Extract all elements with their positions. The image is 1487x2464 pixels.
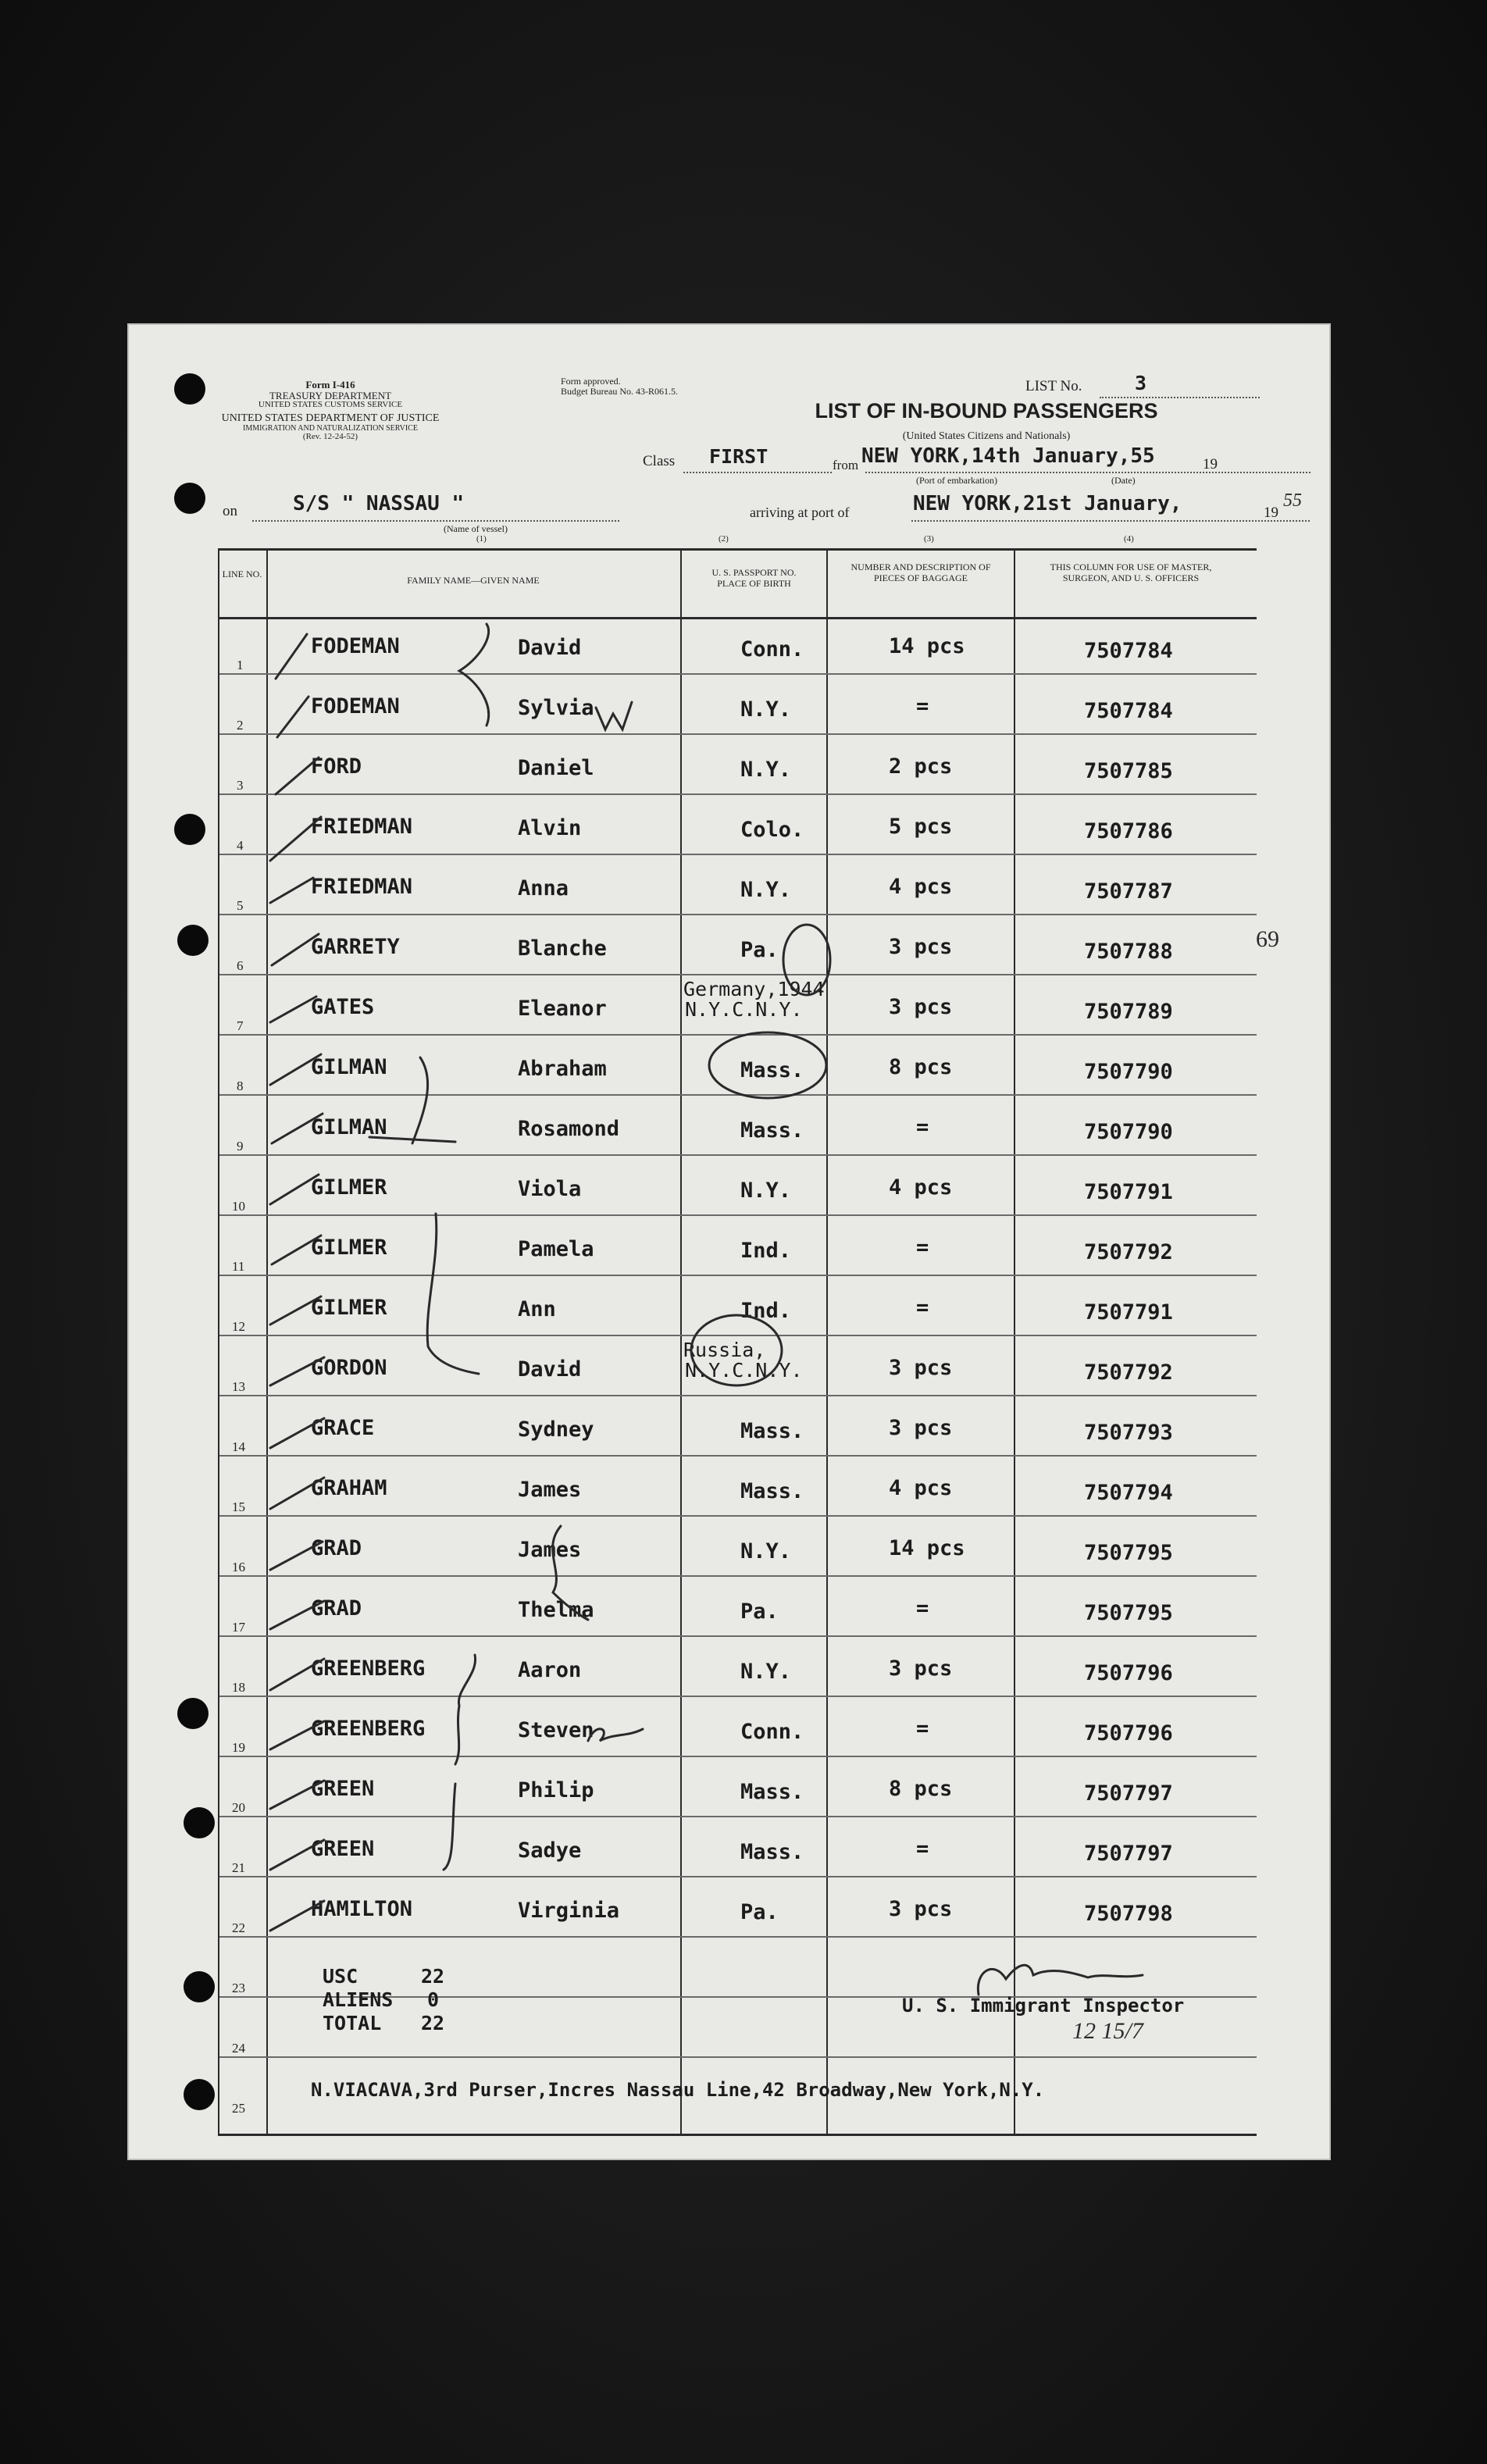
- vessel-name: S/S " NASSAU ": [293, 492, 465, 515]
- check-mark: [270, 1542, 323, 1570]
- given-name: Sydney: [518, 1417, 594, 1442]
- passport-number: 7507784: [1084, 639, 1173, 663]
- aliens-count: 0: [427, 1988, 440, 2011]
- family-name: FODEMAN: [311, 634, 400, 658]
- given-name: Sadye: [518, 1838, 582, 1863]
- arrival-value: NEW YORK,21st January,: [913, 492, 1182, 515]
- line-number: 16: [232, 1560, 245, 1574]
- passport-number: 7507796: [1084, 1721, 1173, 1745]
- check-mark: [270, 878, 313, 903]
- inspector-date: 12 15/7: [1072, 2018, 1143, 2044]
- check-mark: [270, 1601, 324, 1629]
- birthplace: Ind.: [740, 1299, 792, 1323]
- family-name: GREEN: [311, 1777, 375, 1801]
- check-mark: [270, 1296, 321, 1325]
- check-mark: [270, 1418, 324, 1448]
- check-mark: [272, 1114, 323, 1143]
- passport-number: 7507792: [1084, 1360, 1173, 1385]
- family-name: GRAHAM: [311, 1476, 387, 1500]
- birthplace: Conn.: [740, 1720, 804, 1744]
- family-name: FRIEDMAN: [311, 815, 413, 839]
- given-name: Sylvia: [518, 696, 594, 720]
- birthplace: N.Y.C.N.Y.: [685, 998, 803, 1021]
- family-name: FRIEDMAN: [311, 875, 413, 899]
- family-name: GILMER: [311, 1296, 387, 1320]
- birthplace: Ind.: [740, 1239, 792, 1263]
- family-name: GILMER: [311, 1175, 387, 1200]
- check-mark: [270, 1478, 324, 1509]
- family-brace: [427, 1214, 479, 1374]
- check-mark: [270, 817, 321, 861]
- given-name: Alvin: [518, 816, 582, 840]
- passport-number: 7507795: [1084, 1541, 1173, 1565]
- passport-number: 7507791: [1084, 1300, 1173, 1325]
- birthplace: Pa.: [740, 938, 779, 962]
- form-approved: Form approved.: [561, 376, 621, 387]
- check-mark: [270, 1054, 321, 1085]
- aliens-label: ALIENS: [323, 1988, 394, 2011]
- initial-mark: [596, 702, 632, 729]
- check-mark: [270, 1721, 324, 1749]
- form-number: Form I-416: [305, 379, 355, 390]
- budget-bureau: Budget Bureau No. 43-R061.5.: [561, 385, 678, 397]
- year-prefix-2: 19: [1264, 505, 1278, 521]
- baggage: 2 pcs: [889, 754, 953, 779]
- inspector-signature: [978, 1965, 1143, 1995]
- line-number: 12: [232, 1319, 245, 1334]
- birthplace: N.Y.: [740, 1179, 792, 1203]
- birthplace: N.Y.: [740, 758, 792, 782]
- given-name: Viola: [518, 1177, 582, 1201]
- passport-number: 7507796: [1084, 1661, 1173, 1685]
- birthplace: N.Y.: [740, 697, 792, 722]
- manifest-page: [127, 323, 1331, 2160]
- check-mark: [276, 634, 307, 679]
- birthplace: N.Y.: [740, 1660, 792, 1684]
- line-number: 21: [232, 1860, 245, 1875]
- birthplace: Mass.: [740, 1479, 804, 1503]
- birthplace-circle: [691, 1315, 782, 1385]
- family-name: GATES: [311, 995, 375, 1019]
- line-number: 5: [237, 898, 244, 913]
- baggage: 3 pcs: [889, 995, 953, 1019]
- family-name: HAMILTON: [311, 1897, 413, 1921]
- family-brace: [553, 1526, 588, 1620]
- birthplace: N.Y.: [740, 878, 792, 902]
- given-name: Thelma: [518, 1598, 594, 1622]
- purser-line: N.VIACAVA,3rd Purser,Incres Nassau Line,42 Broadway,New York,N.Y.: [311, 2079, 1045, 2101]
- check-mark: [270, 1781, 324, 1809]
- baggage: 4 pcs: [889, 1476, 953, 1500]
- family-name: GREENBERG: [311, 1717, 426, 1741]
- line-number: 15: [232, 1499, 245, 1514]
- passport-number: 7507794: [1084, 1481, 1173, 1505]
- line-number: 17: [232, 1620, 245, 1635]
- passport-number: 7507786: [1084, 819, 1173, 843]
- usc-count: 22: [421, 1965, 445, 1988]
- passport-number: 7507788: [1084, 940, 1173, 964]
- given-name: Virginia: [518, 1899, 620, 1923]
- baggage: =: [916, 1837, 929, 1861]
- justice-label: UNITED STATES DEPARTMENT OF JUSTICE: [221, 412, 440, 424]
- total-count: 22: [421, 2012, 445, 2034]
- birthplace: N.Y.C.N.Y.: [685, 1359, 803, 1382]
- col-header-baggage: NUMBER AND DESCRIPTION OF PIECES OF BAGGAGE: [850, 562, 991, 583]
- given-name: Pamela: [518, 1237, 594, 1261]
- line-number: 18: [232, 1680, 245, 1695]
- line-number: 6: [237, 958, 244, 973]
- on-label: on: [223, 503, 237, 519]
- family-name: GILMAN: [311, 1115, 387, 1139]
- from-value: NEW YORK,14th January,55: [861, 444, 1155, 468]
- caption-1: (1): [476, 534, 487, 544]
- date-caption: (Date): [1111, 475, 1136, 486]
- class-label: Class: [643, 453, 676, 469]
- margin-note: 69: [1256, 926, 1279, 952]
- birthplace: Mass.: [740, 1419, 804, 1443]
- birthplace: Pa.: [740, 1599, 779, 1624]
- family-name: GORDON: [311, 1356, 387, 1380]
- passport-number: 7507784: [1084, 699, 1173, 723]
- baggage: 3 pcs: [889, 1897, 953, 1921]
- line-number: 25: [232, 2101, 245, 2116]
- line-number: 14: [232, 1439, 245, 1454]
- line-number: 4: [237, 838, 244, 853]
- baggage: =: [916, 1236, 929, 1260]
- total-label: TOTAL: [323, 2012, 382, 2034]
- birthplace: Colo.: [740, 818, 804, 842]
- baggage: 4 pcs: [889, 875, 953, 899]
- list-number: 3: [1135, 372, 1147, 394]
- page-subtitle: (United States Citizens and Nationals): [902, 430, 1071, 442]
- given-name: James: [518, 1478, 582, 1502]
- given-name: Rosamond: [518, 1117, 620, 1141]
- passport-number: 7507797: [1084, 1781, 1173, 1806]
- given-name: Eleanor: [518, 997, 607, 1021]
- check-mark: [270, 1840, 324, 1870]
- baggage: 8 pcs: [889, 1777, 953, 1801]
- family-name: FORD: [311, 754, 362, 779]
- line-number: 8: [237, 1079, 244, 1093]
- birthplace: Mass.: [740, 1118, 804, 1143]
- given-name: Steven: [518, 1718, 594, 1742]
- col-header-name: FAMILY NAME—GIVEN NAME: [407, 575, 540, 586]
- family-name: GILMER: [311, 1236, 387, 1260]
- given-name: Ann: [518, 1297, 556, 1321]
- birthplace: Mass.: [740, 1058, 804, 1082]
- baggage: =: [916, 1717, 929, 1741]
- baggage: =: [916, 1115, 929, 1139]
- birthplace-note: Russia,: [683, 1339, 766, 1361]
- page-title: LIST OF IN-BOUND PASSENGERS: [815, 399, 1158, 423]
- given-name: Philip: [518, 1778, 594, 1803]
- passport-number: 7507797: [1084, 1842, 1173, 1866]
- check-mark: [270, 997, 316, 1022]
- baggage: 3 pcs: [889, 1656, 953, 1681]
- line-number: 20: [232, 1800, 245, 1815]
- baggage: 3 pcs: [889, 935, 953, 959]
- line-number: 23: [232, 1981, 245, 1995]
- col-header-passport: U. S. PASSPORT NO. PLACE OF BIRTH: [711, 567, 797, 589]
- line-number: 7: [237, 1018, 244, 1033]
- inspector-label: U. S. Immigrant Inspector: [902, 1995, 1185, 2016]
- given-name: Aaron: [518, 1658, 582, 1682]
- list-label: LIST No.: [1025, 378, 1082, 394]
- given-name: David: [518, 636, 582, 660]
- baggage: =: [916, 1596, 929, 1621]
- given-name: James: [518, 1538, 582, 1562]
- given-name: Blanche: [518, 936, 607, 961]
- family-name: GARRETY: [311, 935, 400, 959]
- vessel-caption: (Name of vessel): [444, 523, 508, 534]
- passport-number: 7507793: [1084, 1421, 1173, 1445]
- line-number: 22: [232, 1920, 245, 1935]
- line-number: 9: [237, 1139, 244, 1154]
- given-name: Anna: [518, 876, 569, 900]
- customs-label: UNITED STATES CUSTOMS SERVICE: [258, 400, 403, 410]
- family-name: FODEMAN: [311, 694, 400, 719]
- col-header-officers: THIS COLUMN FOR USE OF MASTER, SURGEON, AND U. S. OFFICERS: [1050, 562, 1212, 583]
- baggage: 3 pcs: [889, 1356, 953, 1380]
- passport-number: 7507791: [1084, 1180, 1173, 1204]
- birthplace-circle: [709, 1032, 826, 1098]
- line-number: 10: [232, 1199, 245, 1214]
- birthplace-circle: [783, 925, 830, 995]
- birthplace: Mass.: [740, 1840, 804, 1864]
- line-number: 24: [232, 2041, 245, 2056]
- check-mark: [270, 1357, 324, 1385]
- birthplace: Conn.: [740, 637, 804, 661]
- check-mark: [270, 1175, 319, 1204]
- baggage: 14 pcs: [889, 1536, 965, 1560]
- passport-number: 7507792: [1084, 1240, 1173, 1264]
- line-number: 3: [237, 778, 244, 793]
- line-number: 2: [237, 718, 244, 733]
- passport-number: 7507790: [1084, 1120, 1173, 1144]
- birthplace: Pa.: [740, 1900, 779, 1924]
- check-mark: [272, 1236, 321, 1264]
- check-mark: [277, 697, 308, 737]
- arriving-label: arriving at port of: [750, 505, 850, 520]
- family-name: GRACE: [311, 1416, 375, 1440]
- handwritten-marks: [127, 323, 1331, 2160]
- birthplace-note: Germany,1944: [683, 978, 825, 1000]
- given-name: David: [518, 1357, 582, 1382]
- passport-number: 7507790: [1084, 1060, 1173, 1084]
- check-mark: [270, 1659, 324, 1690]
- baggage: 4 pcs: [889, 1175, 953, 1200]
- birthplace: N.Y.: [740, 1539, 792, 1564]
- family-name: GRAD: [311, 1596, 362, 1621]
- line-number: 19: [232, 1740, 245, 1755]
- given-name: Daniel: [518, 756, 594, 780]
- baggage: 14 pcs: [889, 634, 965, 658]
- check-mark: [270, 1901, 324, 1931]
- family-brace: [412, 1057, 428, 1143]
- given-name: Abraham: [518, 1057, 607, 1081]
- revision-label: (Rev. 12-24-52): [302, 432, 358, 442]
- family-name: GREENBERG: [311, 1656, 426, 1681]
- caption-4: (4): [1124, 534, 1134, 544]
- baggage: =: [916, 1296, 929, 1320]
- baggage: 8 pcs: [889, 1055, 953, 1079]
- family-brace: [459, 624, 489, 726]
- port-embarkation-caption: (Port of embarkation): [916, 475, 997, 486]
- family-brace: [455, 1655, 476, 1764]
- baggage: =: [916, 694, 929, 719]
- class-value: FIRST: [709, 445, 768, 468]
- baggage: 5 pcs: [889, 815, 953, 839]
- family-brace: [444, 1784, 455, 1870]
- line-number: 11: [232, 1259, 245, 1274]
- birthplace: Mass.: [740, 1780, 804, 1804]
- caption-3: (3): [924, 534, 934, 544]
- from-label: from: [833, 458, 859, 472]
- baggage: 3 pcs: [889, 1416, 953, 1440]
- passport-number: 7507789: [1084, 1000, 1173, 1024]
- family-name: GRAD: [311, 1536, 362, 1560]
- caption-2: (2): [719, 534, 729, 544]
- passport-number: 7507795: [1084, 1601, 1173, 1625]
- treasury-label: TREASURY DEPARTMENT: [269, 389, 392, 401]
- ins-label: IMMIGRATION AND NATURALIZATION SERVICE: [243, 423, 418, 433]
- usc-label: USC: [323, 1965, 358, 1988]
- family-name: GILMAN: [311, 1055, 387, 1079]
- check-mark: [276, 758, 319, 794]
- check-mark: [272, 934, 319, 965]
- initial-mark: [588, 1729, 643, 1741]
- year-handwritten: 55: [1283, 490, 1302, 511]
- col-header-line-no: LINE NO.: [222, 569, 262, 579]
- year-prefix: 19: [1203, 456, 1218, 472]
- line-number: 13: [232, 1379, 245, 1394]
- passport-number: 7507798: [1084, 1902, 1173, 1926]
- passport-number: 7507787: [1084, 879, 1173, 904]
- family-name: GREEN: [311, 1837, 375, 1861]
- line-number: 1: [237, 658, 244, 672]
- passport-number: 7507785: [1084, 759, 1173, 783]
